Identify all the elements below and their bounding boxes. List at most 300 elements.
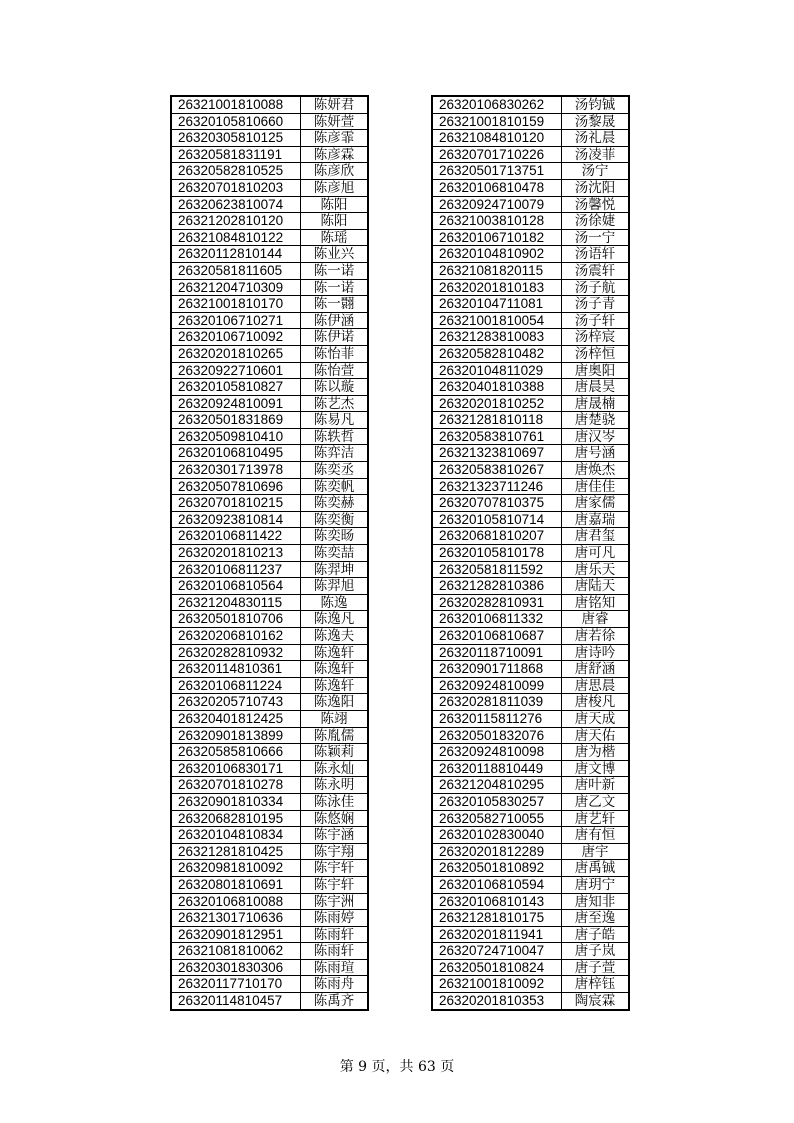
exam-id-cell: 26320106810478 [432, 179, 562, 196]
table-row [432, 146, 629, 163]
table-row [432, 644, 629, 661]
student-name-cell: 汤沈阳 [562, 179, 630, 196]
exam-id-cell: 26320106811332 [432, 611, 562, 628]
exam-id-cell: 26320282810931 [432, 594, 562, 611]
exam-id-cell: 26320201810252 [432, 395, 562, 412]
exam-id-cell: 26320105810660 [171, 113, 301, 130]
exam-id-cell: 26320106710182 [432, 229, 562, 246]
table-row [171, 379, 368, 396]
student-name-cell: 陈轶哲 [301, 428, 369, 445]
exam-id-cell: 26320509810410 [171, 428, 301, 445]
table-row [432, 976, 629, 993]
exam-id-cell: 26320582810525 [171, 163, 301, 180]
exam-id-cell: 26320682810195 [171, 810, 301, 827]
table-row [171, 926, 368, 943]
exam-id-cell: 26321081820115 [432, 262, 562, 279]
table-row [432, 661, 629, 678]
exam-id-cell: 26321001810092 [432, 976, 562, 993]
exam-id-cell: 26321283810083 [432, 329, 562, 346]
student-name-cell: 陈易凡 [301, 412, 369, 429]
page-footer: 第 9 页，共 63 页 [339, 1059, 455, 1075]
table-row [171, 677, 368, 694]
table-row [432, 229, 629, 246]
exam-id-cell: 26320105810827 [171, 379, 301, 396]
student-name-cell: 陈伊涵 [301, 312, 369, 329]
table-row [171, 229, 368, 246]
table-row [171, 130, 368, 147]
table-row [432, 677, 629, 694]
student-name-cell: 陈妍萱 [301, 113, 369, 130]
student-name-cell: 陈逸 [301, 594, 369, 611]
exam-id-cell: 26320106810687 [432, 628, 562, 645]
exam-id-cell: 26320701810203 [171, 179, 301, 196]
student-name-cell: 陶宸霖 [562, 993, 630, 1010]
table-row [432, 710, 629, 727]
student-name-cell: 陈翊 [301, 710, 369, 727]
exam-id-cell: 26320701810278 [171, 777, 301, 794]
exam-id-cell: 26320501831869 [171, 412, 301, 429]
table-row [171, 644, 368, 661]
student-name-cell: 唐汉岑 [562, 428, 630, 445]
student-name-cell: 陈妍君 [301, 96, 369, 113]
exam-id-cell: 26320922710601 [171, 362, 301, 379]
table-row [432, 910, 629, 927]
table-row [171, 943, 368, 960]
student-name-cell: 唐舒涵 [562, 661, 630, 678]
student-name-cell: 陈宇轩 [301, 876, 369, 893]
exam-id-cell: 26321084810120 [432, 130, 562, 147]
table-row [171, 262, 368, 279]
student-name-cell: 汤黎晟 [562, 113, 630, 130]
exam-id-cell: 26320507810696 [171, 478, 301, 495]
table-row [432, 594, 629, 611]
table-row [171, 478, 368, 495]
table-row [432, 478, 629, 495]
student-name-cell: 唐禹铖 [562, 860, 630, 877]
exam-id-cell: 26320501810824 [432, 959, 562, 976]
exam-id-cell: 26320501810892 [432, 860, 562, 877]
table-row [432, 329, 629, 346]
student-name-cell: 陈雨舟 [301, 976, 369, 993]
student-name-cell: 唐若徐 [562, 628, 630, 645]
student-name-cell: 唐玥宁 [562, 876, 630, 893]
exam-id-cell: 26320104811029 [432, 362, 562, 379]
student-name-cell: 陈雨婷 [301, 910, 369, 927]
student-name-cell: 唐子萱 [562, 959, 630, 976]
exam-id-cell: 26320501713751 [432, 163, 562, 180]
student-name-cell: 唐有恒 [562, 827, 630, 844]
exam-id-cell: 26320924710079 [432, 196, 562, 213]
student-name-cell: 陈逸凡 [301, 611, 369, 628]
student-name-cell: 陈怡菲 [301, 345, 369, 362]
right-table [431, 95, 630, 1011]
table-row [432, 395, 629, 412]
table-row [432, 959, 629, 976]
exam-id-cell: 26320105810178 [432, 545, 562, 562]
student-name-cell: 唐佳佳 [562, 478, 630, 495]
table-row [432, 628, 629, 645]
exam-id-cell: 26321282810386 [432, 578, 562, 595]
student-name-cell: 陈羿坤 [301, 561, 369, 578]
exam-id-cell: 26321281810425 [171, 843, 301, 860]
table-row [171, 876, 368, 893]
exam-id-cell: 26320106811224 [171, 677, 301, 694]
exam-id-cell: 26320501832076 [432, 727, 562, 744]
table-row [171, 694, 368, 711]
exam-id-cell: 26320106811237 [171, 561, 301, 578]
student-name-cell: 唐至逸 [562, 910, 630, 927]
exam-id-cell: 26320581811592 [432, 561, 562, 578]
exam-id-cell: 26320923810814 [171, 511, 301, 528]
student-name-cell: 唐宇 [562, 843, 630, 860]
table-row [171, 594, 368, 611]
exam-id-cell: 26321204710309 [171, 279, 301, 296]
student-name-cell: 陈逸轩 [301, 644, 369, 661]
exam-id-cell: 26320114810457 [171, 993, 301, 1010]
exam-id-cell: 26320106810143 [432, 893, 562, 910]
student-name-cell: 陈奕旸 [301, 528, 369, 545]
exam-id-cell: 26320114810361 [171, 661, 301, 678]
exam-id-cell: 26321301710636 [171, 910, 301, 927]
exam-id-cell: 26320106810495 [171, 445, 301, 462]
student-name-cell: 陈业兴 [301, 246, 369, 263]
student-name-cell: 唐乐天 [562, 561, 630, 578]
table-row [432, 462, 629, 479]
student-name-cell: 陈宇轩 [301, 860, 369, 877]
table-row [171, 993, 368, 1010]
student-name-cell: 陈彦霖 [301, 146, 369, 163]
table-row [432, 296, 629, 313]
exam-id-cell: 26320724710047 [432, 943, 562, 960]
student-name-cell: 汤一宁 [562, 229, 630, 246]
table-row [432, 926, 629, 943]
table-row [432, 893, 629, 910]
exam-id-cell: 26321001810088 [171, 96, 301, 113]
student-name-cell: 陈逸轩 [301, 677, 369, 694]
student-name-cell: 陈瑶 [301, 229, 369, 246]
table-row [432, 262, 629, 279]
exam-id-cell: 26320924810099 [432, 677, 562, 694]
student-name-cell: 唐焕杰 [562, 462, 630, 479]
table-row [171, 528, 368, 545]
table-row [432, 827, 629, 844]
student-name-cell: 陈奕帆 [301, 478, 369, 495]
table-row [432, 379, 629, 396]
table-row [171, 213, 368, 230]
table-row [432, 312, 629, 329]
exam-id-cell: 26320623810074 [171, 196, 301, 213]
table-row [171, 179, 368, 196]
student-name-cell: 陈奕衡 [301, 511, 369, 528]
exam-id-cell: 26320582810482 [432, 345, 562, 362]
table-row [171, 760, 368, 777]
exam-id-cell: 26320106810594 [432, 876, 562, 893]
table-row [171, 279, 368, 296]
student-name-cell: 陈逸轩 [301, 661, 369, 678]
student-name-cell: 陈羿旭 [301, 578, 369, 595]
table-row [432, 511, 629, 528]
table-row [432, 545, 629, 562]
table-row [432, 727, 629, 744]
exam-id-cell: 26320924810098 [432, 744, 562, 761]
table-row [171, 976, 368, 993]
student-name-cell: 汤馨悦 [562, 196, 630, 213]
student-name-cell: 陈阳 [301, 196, 369, 213]
student-name-cell: 陈伊诺 [301, 329, 369, 346]
left-table [170, 95, 369, 1011]
student-name-cell: 汤徐婕 [562, 213, 630, 230]
exam-id-cell: 26320201810213 [171, 545, 301, 562]
student-name-cell: 唐可凡 [562, 545, 630, 562]
student-name-cell: 汤梓恒 [562, 345, 630, 362]
student-name-cell: 唐知非 [562, 893, 630, 910]
exam-id-cell: 26320105810714 [432, 511, 562, 528]
table-row [171, 362, 368, 379]
table-row [432, 793, 629, 810]
student-name-cell: 陈宇翔 [301, 843, 369, 860]
exam-id-cell: 26320105830257 [432, 793, 562, 810]
student-name-cell: 陈彦霏 [301, 130, 369, 147]
exam-id-cell: 26321003810128 [432, 213, 562, 230]
table-row [432, 196, 629, 213]
exam-id-cell: 26321281810175 [432, 910, 562, 927]
exam-id-cell: 26320106811422 [171, 528, 301, 545]
exam-id-cell: 26320924810091 [171, 395, 301, 412]
exam-id-cell: 26320201810265 [171, 345, 301, 362]
student-name-cell: 唐乙文 [562, 793, 630, 810]
exam-id-cell: 26320707810375 [432, 495, 562, 512]
table-row [171, 395, 368, 412]
student-name-cell: 汤礼晨 [562, 130, 630, 147]
student-name-cell: 唐天佑 [562, 727, 630, 744]
exam-id-cell: 26321323810697 [432, 445, 562, 462]
exam-id-cell: 26320585810666 [171, 744, 301, 761]
exam-id-cell: 26320282810932 [171, 644, 301, 661]
table-row [171, 196, 368, 213]
table-row [171, 744, 368, 761]
exam-id-cell: 26320118810449 [432, 760, 562, 777]
exam-id-cell: 26321001810159 [432, 113, 562, 130]
student-name-cell: 唐为楷 [562, 744, 630, 761]
student-name-cell: 陈逸阳 [301, 694, 369, 711]
exam-id-cell: 26320701710226 [432, 146, 562, 163]
table-row [432, 810, 629, 827]
table-row [171, 545, 368, 562]
student-name-cell: 唐晨昊 [562, 379, 630, 396]
student-name-cell: 唐家儒 [562, 495, 630, 512]
student-name-cell: 陈怡萱 [301, 362, 369, 379]
student-name-cell: 陈雨瑄 [301, 959, 369, 976]
student-name-cell: 陈宇洲 [301, 893, 369, 910]
table-row [432, 860, 629, 877]
table-row [171, 96, 368, 113]
table-row [432, 445, 629, 462]
table-row [432, 876, 629, 893]
student-name-cell: 唐嘉瑞 [562, 511, 630, 528]
student-name-cell: 汤语轩 [562, 246, 630, 263]
student-name-cell: 陈一诺 [301, 279, 369, 296]
table-row [432, 528, 629, 545]
student-name-cell: 陈艺杰 [301, 395, 369, 412]
student-name-cell: 唐睿 [562, 611, 630, 628]
student-name-cell: 陈一诺 [301, 262, 369, 279]
table-row [171, 163, 368, 180]
exam-id-cell: 26320583810267 [432, 462, 562, 479]
table-row [432, 843, 629, 860]
exam-id-cell: 26320104711081 [432, 296, 562, 313]
table-row [171, 910, 368, 927]
table-row [171, 578, 368, 595]
student-name-cell: 唐楚骁 [562, 412, 630, 429]
table-row [171, 246, 368, 263]
table-row [432, 179, 629, 196]
exam-id-cell: 26320901812951 [171, 926, 301, 943]
exam-id-cell: 26320281811039 [432, 694, 562, 711]
student-name-cell: 唐艺轩 [562, 810, 630, 827]
exam-id-cell: 26320117710170 [171, 976, 301, 993]
student-name-cell: 唐奥阳 [562, 362, 630, 379]
student-name-cell: 陈宇涵 [301, 827, 369, 844]
table-row [432, 96, 629, 113]
table-row [432, 428, 629, 445]
student-name-cell: 陈禹齐 [301, 993, 369, 1010]
student-name-cell: 汤凌菲 [562, 146, 630, 163]
table-row [432, 777, 629, 794]
student-name-cell: 唐号涵 [562, 445, 630, 462]
student-name-cell: 陈逸夫 [301, 628, 369, 645]
table-row [432, 163, 629, 180]
table-row [171, 296, 368, 313]
table-row [171, 727, 368, 744]
table-row [432, 246, 629, 263]
table-row [432, 611, 629, 628]
student-name-cell: 陈雨轩 [301, 943, 369, 960]
exam-id-cell: 26320901810334 [171, 793, 301, 810]
table-row [432, 412, 629, 429]
table-row [432, 213, 629, 230]
exam-id-cell: 26320801810691 [171, 876, 301, 893]
table-row [171, 810, 368, 827]
student-name-cell: 陈一翾 [301, 296, 369, 313]
table-row [171, 462, 368, 479]
exam-id-cell: 26320201811941 [432, 926, 562, 943]
table-row [432, 362, 629, 379]
exam-id-cell: 26320901813899 [171, 727, 301, 744]
exam-id-cell: 26320981810092 [171, 860, 301, 877]
student-name-cell: 汤子青 [562, 296, 630, 313]
table-row [171, 312, 368, 329]
table-row [171, 777, 368, 794]
exam-id-cell: 26320201810183 [432, 279, 562, 296]
student-name-cell: 汤梓宸 [562, 329, 630, 346]
exam-id-cell: 26320112810144 [171, 246, 301, 263]
student-name-cell: 陈悠娴 [301, 810, 369, 827]
table-row [432, 744, 629, 761]
table-row [171, 561, 368, 578]
student-name-cell: 陈奕赫 [301, 495, 369, 512]
student-name-cell: 汤子轩 [562, 312, 630, 329]
student-name-cell: 唐天成 [562, 710, 630, 727]
student-name-cell: 唐梭凡 [562, 694, 630, 711]
exam-id-cell: 26320106810564 [171, 578, 301, 595]
exam-id-cell: 26320305810125 [171, 130, 301, 147]
exam-id-cell: 26321202810120 [171, 213, 301, 230]
table-row [171, 428, 368, 445]
student-name-cell: 陈永灿 [301, 760, 369, 777]
exam-id-cell: 26321204810295 [432, 777, 562, 794]
student-name-cell: 陈阳 [301, 213, 369, 230]
student-name-cell: 陈奕丞 [301, 462, 369, 479]
right-table-body [432, 96, 629, 1010]
exam-id-cell: 26320104810834 [171, 827, 301, 844]
exam-id-cell: 26320582710055 [432, 810, 562, 827]
table-row [432, 694, 629, 711]
exam-id-cell: 26320118710091 [432, 644, 562, 661]
exam-id-cell: 26320401810388 [432, 379, 562, 396]
table-row [171, 860, 368, 877]
exam-id-cell: 26321081810062 [171, 943, 301, 960]
student-name-cell: 唐梓钰 [562, 976, 630, 993]
student-name-cell: 陈彦欣 [301, 163, 369, 180]
table-row [432, 578, 629, 595]
table-row [171, 146, 368, 163]
exam-id-cell: 26320115811276 [432, 710, 562, 727]
exam-id-cell: 26321084810122 [171, 229, 301, 246]
table-row [432, 345, 629, 362]
exam-id-cell: 26320205710743 [171, 694, 301, 711]
exam-id-cell: 26320201810353 [432, 993, 562, 1010]
table-row [171, 661, 368, 678]
table-row [171, 710, 368, 727]
exam-id-cell: 26320581831191 [171, 146, 301, 163]
exam-id-cell: 26320301830306 [171, 959, 301, 976]
exam-id-cell: 26320501810706 [171, 611, 301, 628]
student-name-cell: 汤宁 [562, 163, 630, 180]
exam-id-cell: 26320106810088 [171, 893, 301, 910]
student-name-cell: 陈彦旭 [301, 179, 369, 196]
table-row [171, 893, 368, 910]
student-name-cell: 陈奕喆 [301, 545, 369, 562]
student-name-cell: 陈永明 [301, 777, 369, 794]
student-name-cell: 唐铭知 [562, 594, 630, 611]
exam-id-cell: 26320104810902 [432, 246, 562, 263]
exam-id-cell: 26320583810761 [432, 428, 562, 445]
student-name-cell: 陈以璇 [301, 379, 369, 396]
student-name-cell: 陈颖莉 [301, 744, 369, 761]
table-row [171, 628, 368, 645]
exam-id-cell: 26320106830171 [171, 760, 301, 777]
table-row [432, 130, 629, 147]
student-name-cell: 唐君玺 [562, 528, 630, 545]
exam-id-cell: 26320102830040 [432, 827, 562, 844]
table-row [171, 345, 368, 362]
exam-id-cell: 26320201812289 [432, 843, 562, 860]
exam-id-cell: 26320106710271 [171, 312, 301, 329]
table-row [171, 445, 368, 462]
table-row [171, 843, 368, 860]
student-name-cell: 唐思晨 [562, 677, 630, 694]
table-row [171, 511, 368, 528]
exam-id-cell: 26320301713978 [171, 462, 301, 479]
exam-id-cell: 26320581811605 [171, 262, 301, 279]
exam-id-cell: 26320106830262 [432, 96, 562, 113]
exam-id-cell: 26320901711868 [432, 661, 562, 678]
exam-id-cell: 26321281810118 [432, 412, 562, 429]
exam-id-cell: 26320401812425 [171, 710, 301, 727]
student-name-cell: 唐子皓 [562, 926, 630, 943]
student-name-cell: 陈弈洁 [301, 445, 369, 462]
student-name-cell: 唐叶新 [562, 777, 630, 794]
